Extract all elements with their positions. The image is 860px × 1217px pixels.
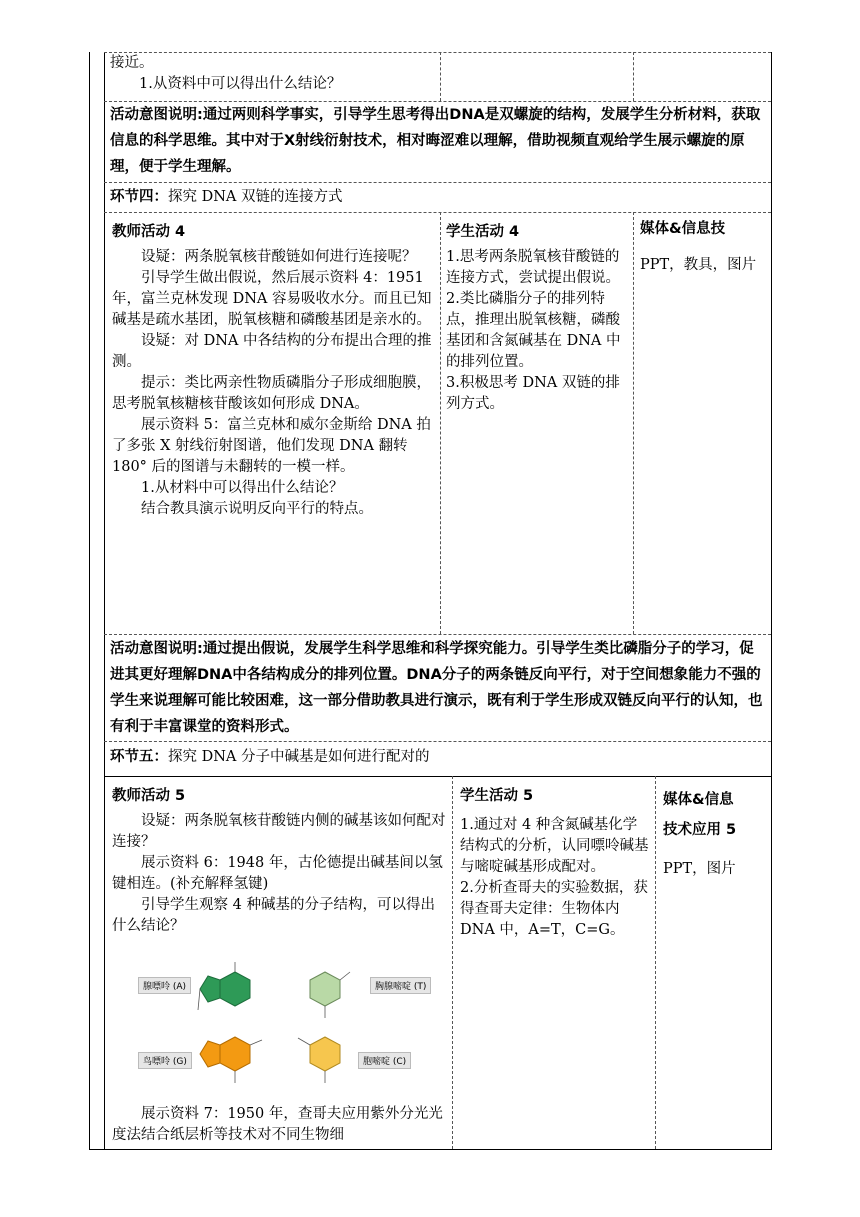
section-4-media-column <box>640 217 768 276</box>
section-4-label: 环节四： <box>110 189 168 205</box>
section-5-label: 环节五： <box>110 749 168 765</box>
media-5-heading-line1: 媒体&信息 <box>663 792 734 808</box>
student-5-item: 1.通过对 4 种含氮碱基化学结构式的分析，认同嘌呤碱基与嘧啶碱基形成配对。 <box>460 817 649 875</box>
guanine-ring-six <box>220 1037 250 1071</box>
section-4-teacher-column <box>112 222 434 520</box>
intent-1-text: 通过两则科学事实，引导学生思考得出DNA是双螺旋的结构，发展学生分析材料，获取信息的科学思维。其中对于X射线衍射技术，相对晦涩难以理解，借助视频直观给学生展示螺旋的原理，便于学生理解。 <box>110 107 761 175</box>
teacher-activity-4-heading: 教师活动 4 <box>112 224 186 240</box>
guanine-molecule <box>200 1037 262 1083</box>
thymine-ring <box>310 972 340 1006</box>
student-activity-5-heading: 学生活动 5 <box>460 788 534 804</box>
intent-2 <box>110 636 766 740</box>
media-5-text: PPT，图片 <box>663 861 736 877</box>
table-left-border <box>104 52 105 1150</box>
intent-1 <box>110 102 766 180</box>
thymine-molecule <box>310 972 350 1018</box>
student-activity-4-heading: 学生活动 4 <box>446 224 520 240</box>
guanine-label: 鸟嘌呤 (G) <box>138 1052 192 1069</box>
teacher-5-para: 设疑：两条脱氧核苷酸链内侧的碱基该如何配对连接？ <box>112 813 446 850</box>
section-5-header <box>110 747 766 768</box>
adenine-label: 腺嘌呤 (A) <box>138 977 191 994</box>
media-5-heading-line2: 技术应用 5 <box>663 822 737 838</box>
teacher-4-para: 设疑：对 DNA 中各结构的分布提出合理的推测。 <box>112 333 432 370</box>
cytosine-molecule <box>298 1037 340 1083</box>
teacher-4-para: 展示资料 5：富兰克林和威尔金斯给 DNA 拍了多张 X 射线衍射图谱，他们发现 DNA 翻转 180° 后的图谱与未翻转的一模一样。 <box>112 417 431 475</box>
guanine-ring-five <box>200 1041 220 1067</box>
student-4-item: 1.思考两条脱氧核苷酸链的连接方式，尝试提出假说。 <box>446 249 620 286</box>
adenine-molecule <box>198 962 250 1010</box>
teacher-5-para: 引导学生观察 4 种碱基的分子结构，可以得出什么结论？ <box>112 897 435 934</box>
intent-2-label: 活动意图说明: <box>110 641 203 657</box>
section-5-teacher-column <box>112 786 448 937</box>
teacher-4-para: 结合教具演示说明反向平行的特点。 <box>141 501 373 517</box>
section-5-student-column <box>460 786 650 941</box>
adenine-ring-six <box>220 972 250 1006</box>
section-4-header <box>110 187 766 208</box>
teacher-4-para: 设疑：两条脱氧核苷酸链如何进行连接呢？ <box>141 249 417 265</box>
student-5-item: 2.分析查哥夫的实验数据，获得查哥夫定律：生物体内 DNA 中，A=T，C=G。 <box>460 880 648 938</box>
top-row-teacher-text <box>110 53 436 95</box>
teacher-4-para: 1.从材料中可以得出什么结论？ <box>141 480 344 496</box>
top-row-line2: 1.从资料中可以得出什么结论？ <box>139 76 342 92</box>
student-4-item: 3.积极思考 DNA 双链的排列方式。 <box>446 375 620 412</box>
media-4-text: PPT，教具，图片 <box>640 257 757 273</box>
section-4-student-column <box>446 222 628 415</box>
cytosine-label: 胞嘧啶 (C) <box>358 1052 411 1069</box>
top-row-line1: 接近。 <box>110 55 154 71</box>
table-right-border <box>771 52 772 1150</box>
teacher-4-para: 提示：类比两亲性物质磷脂分子形成细胞膜，思考脱氧核糖核苷酸该如何形成 DNA。 <box>112 375 431 412</box>
adenine-ring-five <box>200 976 220 1002</box>
teacher-activity-5-heading: 教师活动 5 <box>112 788 186 804</box>
section-5-teacher-continuation <box>112 1104 448 1146</box>
section-5-media-column <box>663 785 768 880</box>
intent-2-text: 通过提出假说，发展学生科学思维和科学探究能力。引导学生类比磷脂分子的学习，促进其更好理解DNA中各结构成分的排列位置。DNA分子的两条链反向平行，对于空间想象能力不强的学生来说理解可能比较困难，这一部分借助教具进行演示，既有利于学生形成双链反向平行的认知，也有利于丰富课堂的资料形式。 <box>110 641 763 735</box>
outer-left-border <box>89 52 90 1150</box>
teacher-4-para: 引导学生做出假说，然后展示资料 4：1951 年，富兰克林发现 DNA 容易吸收水分。而且已知碱基是疏水基团，脱氧核糖和磷酸基团是亲水的。 <box>112 270 432 328</box>
section-5-title: 探究 DNA 分子中碱基是如何进行配对的 <box>168 749 430 765</box>
cytosine-ring <box>310 1037 340 1071</box>
teacher-5-para: 展示资料 6：1948 年，古伦德提出碱基间以氢键相连。(补充解释氢键) <box>112 855 443 892</box>
intent-1-label: 活动意图说明: <box>110 107 203 123</box>
thymine-label: 胸腺嘧啶 (T) <box>370 977 431 994</box>
student-4-item: 2.类比磷脂分子的排列特点，推理出脱氧核糖，磷酸基团和含氮碱基在 DNA 中的排列位置。 <box>446 291 621 370</box>
section-4-title: 探究 DNA 双链的连接方式 <box>168 189 343 205</box>
media-4-heading: 媒体&信息技 <box>640 221 726 237</box>
teacher-5-para: 展示资料 7：1950 年，查哥夫应用紫外分光光度法结合纸层析等技术对不同生物细 <box>112 1106 443 1143</box>
